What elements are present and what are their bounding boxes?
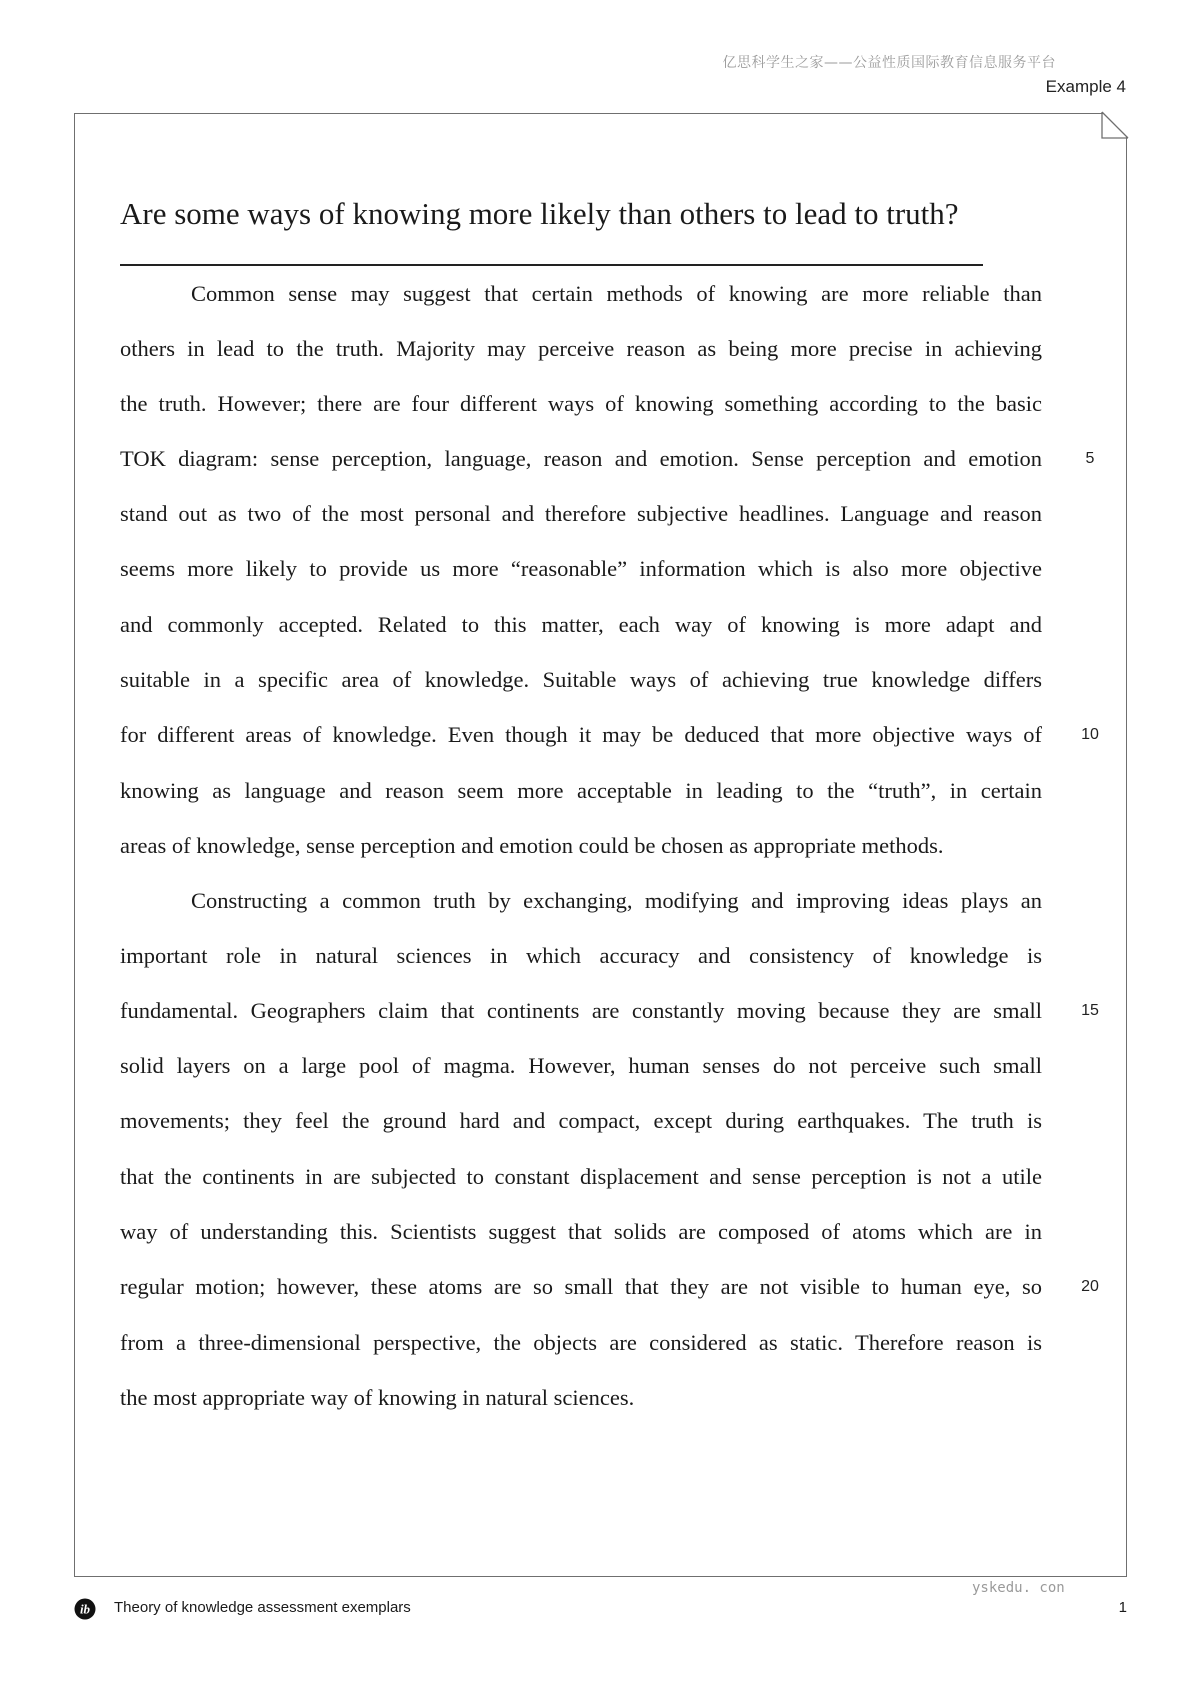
essay-line: way of understanding this. Scientists suggest that solids are composed of atoms which are in [120,1219,1042,1244]
essay-line: that the continents in are subjected to constant displacement and sense perception is not a utile [120,1164,1042,1189]
essay-line: important role in natural sciences in which accuracy and consistency of knowledge is [120,943,1042,968]
line-number: 15 [1081,1002,1099,1019]
essay-line: stand out as two of the most personal and therefore subjective headlines. Language and reason [120,501,1042,526]
essay-line: others in lead to the truth. Majority may perceive reason as being more precise in achieving [120,336,1042,361]
essay-line: fundamental. Geographers claim that continents are constantly moving because they are small [120,998,1042,1023]
essay-line: suitable in a specific area of knowledge. Suitable ways of achieving true knowledge differs [120,667,1042,692]
essay-line: solid layers on a large pool of magma. However, human senses do not perceive such small [120,1053,1042,1078]
essay-title: Are some ways of knowing more likely than others to lead to truth? [120,196,959,231]
essay-line: the most appropriate way of knowing in natural sciences. [120,1385,635,1410]
page-fold-icon [1102,112,1128,138]
essay-line: regular motion; however, these atoms are so small that they are not visible to human eye, so [120,1274,1042,1299]
svg-text:ib: ib [79,1601,91,1617]
footer-title: Theory of knowledge assessment exemplars [114,1599,411,1616]
footer-watermark: yskedu. con [972,1580,1065,1596]
header-watermark: 亿思科学生之家——公益性质国际教育信息服务平台 [722,55,1056,71]
ib-logo-icon [74,1598,96,1620]
essay-line: movements; they feel the ground hard and compact, except during earthquakes. The truth is [120,1108,1042,1133]
essay-line: the truth. However; there are four different ways of knowing something according to the basic [120,391,1042,416]
essay-line: areas of knowledge, sense perception and emotion could be chosen as appropriate methods. [120,833,944,858]
line-number: 5 [1085,450,1095,467]
essay-line: and commonly accepted. Related to this matter, each way of knowing is more adapt and [120,612,1042,637]
essay-line: Constructing a common truth by exchanging, modifying and improving ideas plays an [191,888,1042,913]
essay-line: for different areas of knowledge. Even though it may be deduced that more objective ways of [120,722,1042,747]
essay-page [74,113,1127,1577]
title-underline [120,264,983,266]
page-number: 1 [1118,1599,1127,1616]
essay-line: Common sense may suggest that certain methods of knowing are more reliable than [191,281,1042,306]
essay-line: knowing as language and reason seem more acceptable in leading to the “truth”, in certain [120,778,1042,803]
essay-line: TOK diagram: sense perception, language, reason and emotion. Sense perception and emotion [120,446,1042,471]
line-number: 20 [1081,1278,1099,1295]
essay-line: seems more likely to provide us more “reasonable” information which is also more objective [120,556,1042,581]
example-label: Example 4 [1045,77,1126,96]
essay-line: from a three-dimensional perspective, the objects are considered as static. Therefore reason is [120,1330,1042,1355]
line-number: 10 [1081,726,1099,743]
